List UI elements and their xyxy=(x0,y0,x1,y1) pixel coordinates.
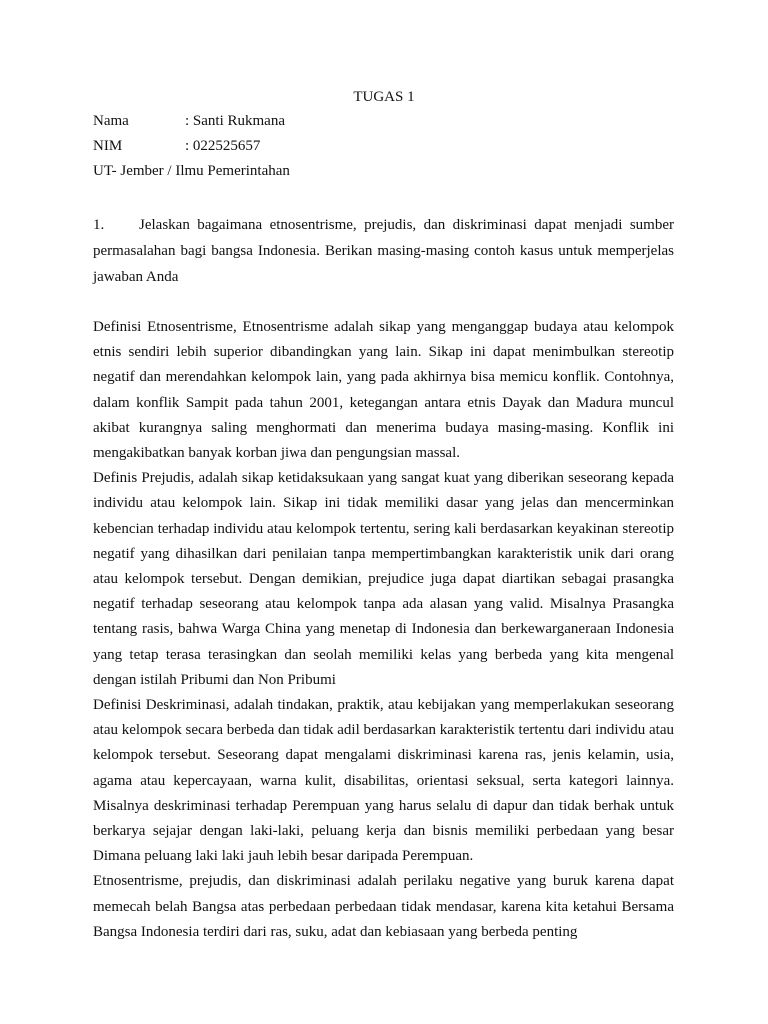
nim-value: : 022525657 xyxy=(185,138,261,154)
document-title: TUGAS 1 xyxy=(353,89,415,105)
nim-field xyxy=(93,136,260,156)
paragraph-prejudis: Definis Prejudis, adalah sikap ketidaksukaan yang sangat kuat yang diberikan seseorang kepada individu atau kelompok lain. Sikap ini tidak memiliki dasar yang jelas dan mencerminkan kebencian terhadap individu atau kelompok tertentu, sering kali berdasarkan keyakinan stereotip negatif yang dihasilkan dari penilaian tanpa mempertimbangkan karakteristik unik dari orang atau kelompok tersebut. Dengan demikian, prejudice juga dapat diartikan sebagai prasangka negatif terhadap seseorang atau kelompok tanpa ada alasan yang valid. Misalnya Prasangka tentang rasis, bahwa Warga China yang menetap di Indonesia dan berkewarganeraan Indonesia yang tetap terasa terasingkan dan seolah memiliki kelas yang berbeda yang kita mengenal dengan istilah Pribumi dan Non Pribumi xyxy=(93,470,674,688)
question-number: 1. xyxy=(93,217,105,233)
name-value: : Santi Rukmana xyxy=(185,113,285,129)
name-label: Nama xyxy=(93,113,129,129)
name-field xyxy=(93,111,285,131)
nim-label: NIM xyxy=(93,138,123,154)
paragraph-kesimpulan: Etnosentrisme, prejudis, dan diskriminasi adalah perilaku negative yang buruk karena dapat memecah belah Bangsa atas perbedaan perbedaan tidak mendasar, karena kita ketahui Bersama Bangsa Indonesia terdiri dari ras, suku, adat dan kebiasaan yang berbeda penting xyxy=(93,873,674,940)
paragraph-etnosentrisme: Definisi Etnosentrisme, Etnosentrisme adalah sikap yang menganggap budaya atau kelompok etnis sendiri lebih superior dibandingkan yang lain. Sikap ini dapat menimbulkan stereotip negatif dan merendahkan kelompok lain, yang pada akhirnya bisa memicu konflik. Contohnya, dalam konflik Sampit pada tahun 2001, ketegangan antara etnis Dayak dan Madura muncul akibat kurangnya saling menghormati dan menerima budaya masing-masing. Konflik ini mengakibatkan banyak korban jiwa dan pengungsian massal. xyxy=(93,319,674,462)
question-1 xyxy=(93,212,674,290)
program-line: UT- Jember / Ilmu Pemerintahan xyxy=(93,163,290,179)
paragraph-diskriminasi: Definisi Deskriminasi, adalah tindakan, praktik, atau kebijakan yang memperlakukan seseorang atau kelompok secara berbeda dan tidak adil berdasarkan karakteristik tertentu dari individu atau kelompok tersebut. Seseorang dapat mengalami diskriminasi karena ras, jenis kelamin, usia, agama atau kepercayaan, warna kulit, disabilitas, orientasi seksual, serta kategori lainnya. Misalnya deskriminasi terhadap Perempuan yang harus selalu di dapur dan tidak berhak untuk berkarya sejajar dengan laki-laki, peluang kerja dan bisnis memiliki perbedaan yang besar Dimana peluang laki laki jauh lebih besar daripada Perempuan. xyxy=(93,697,674,865)
question-text: Jelaskan bagaimana etnosentrisme, prejudis, dan diskriminasi dapat menjadi sumber permasalahan bagi bangsa Indonesia. Berikan masing-masing contoh kasus untuk memperjelas jawaban Anda xyxy=(93,217,674,285)
answer-body xyxy=(93,315,674,945)
